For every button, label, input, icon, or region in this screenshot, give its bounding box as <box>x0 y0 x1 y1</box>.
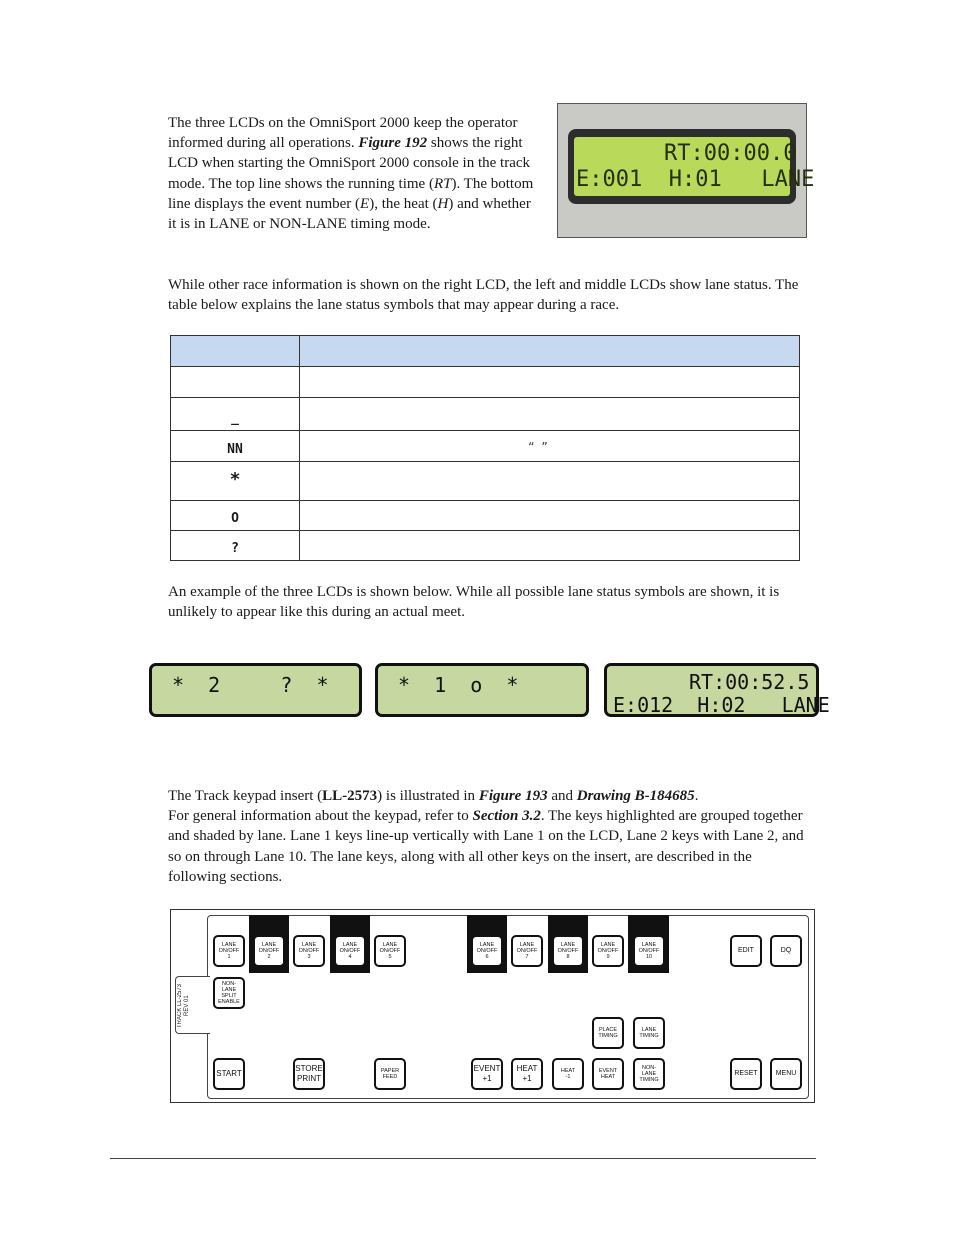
keypad-text: For general information about the keypad, refer to <box>168 808 473 825</box>
lane-10-key[interactable]: LANE ON/OFF 10 <box>633 935 665 967</box>
reset-key[interactable]: RESET <box>730 1058 762 1090</box>
header-cell <box>300 336 800 367</box>
desc-cell: “ ” <box>300 431 800 462</box>
right-lcd <box>604 663 830 717</box>
keypad-text: and <box>547 788 577 804</box>
example-paragraph: An example of the three LCDs is shown below. While all possible lane status symbols are shown, it is unlikely to appear like this during an actual meet. <box>168 584 780 621</box>
left-lcd <box>149 663 362 717</box>
lane-2-key[interactable]: LANE ON/OFF 2 <box>253 935 285 967</box>
symbol-cell: NN <box>171 431 300 462</box>
heat-minus-one-key[interactable]: HEAT -1 <box>552 1058 584 1090</box>
edit-key[interactable]: EDIT <box>730 935 762 967</box>
lcd-screen <box>574 137 815 196</box>
track-keypad-insert <box>170 909 815 1103</box>
symbol-cell: * <box>171 462 300 501</box>
status-paragraph: While other race information is shown on the right LCD, the left and middle LCDs show lane status. The table below explains the lane status symbols that may appear during a race. <box>168 277 799 314</box>
right-lcd-line-1: RT:00:52.5 <box>689 670 810 694</box>
keypad-paragraph <box>168 786 813 887</box>
right-lcd-line-2: E:012 H:02 LANE <box>613 693 830 717</box>
keypad-text: The Track keypad insert ( <box>168 788 323 804</box>
lcd-line-2: E:001 H:01 LANE <box>576 167 815 192</box>
lane-timing-key[interactable]: LANE TIMING <box>633 1017 665 1049</box>
dq-key[interactable]: DQ <box>770 935 802 967</box>
figure-193-ref: Figure 193 <box>478 788 548 804</box>
lcd-line-1: RT:00:00.0 <box>664 141 797 166</box>
lane-5-key[interactable]: LANE ON/OFF 5 <box>374 935 406 967</box>
event-heat-key[interactable]: EVENT HEAT <box>592 1058 624 1090</box>
table-row <box>171 367 800 398</box>
event-plus-one-key[interactable]: EVENT +1 <box>471 1058 503 1090</box>
table-row <box>171 531 800 561</box>
lane-4-key[interactable]: LANE ON/OFF 4 <box>334 935 366 967</box>
lane-3-key[interactable]: LANE ON/OFF 3 <box>293 935 325 967</box>
keypad-tab-label: TRACK LL-2573 REV 01 <box>177 983 190 1029</box>
lane-8-key[interactable]: LANE ON/OFF 8 <box>552 935 584 967</box>
menu-key[interactable]: MENU <box>770 1058 802 1090</box>
lcd-bezel <box>568 129 815 204</box>
lane-1-key[interactable]: LANE ON/OFF 1 <box>213 935 245 967</box>
middle-lcd-text: * 1 o * <box>398 673 519 697</box>
keypad-text: . The keys highlighted are grouped together and shaded by lane. Lane 1 keys line-up vertically with Lane 1 on the LCD, Lane 2 keys with Lane 2, and so on through Lane 10. The lane keys, along with all other keys on the insert, are described in the following sections. <box>168 808 804 885</box>
non-lane-split-enable-key[interactable]: NON-LANE SPLIT ENABLE <box>213 977 245 1009</box>
desc-cell <box>300 531 800 561</box>
non-lane-timing-key[interactable]: NON-LANE TIMING <box>633 1058 665 1090</box>
lane-9-key[interactable]: LANE ON/OFF 9 <box>592 935 624 967</box>
intro-text: The three LCDs on the OmniSport 2000 keep the operator informed during all operations. <box>168 115 518 152</box>
symbol-cell: ? <box>171 531 300 561</box>
intro-text: ) and whether it is in LANE or NON-LANE timing mode. <box>168 195 531 233</box>
lane-7-key[interactable]: LANE ON/OFF 7 <box>511 935 543 967</box>
section-ref: Section 3.2 <box>472 808 541 825</box>
left-lcd-text: * 2 ? * <box>172 673 329 697</box>
e-term: E <box>360 195 370 212</box>
middle-lcd <box>375 663 589 717</box>
lane-status-table <box>170 335 800 561</box>
start-key[interactable]: START <box>213 1058 245 1090</box>
store-print-key[interactable]: STORE PRINT <box>293 1058 325 1090</box>
intro-text: ), the heat ( <box>369 195 438 212</box>
lane-6-key[interactable]: LANE ON/OFF 6 <box>471 935 503 967</box>
right-lcd-photo <box>557 103 815 238</box>
figure-192-ref: Figure 192 <box>358 135 428 152</box>
desc-cell <box>300 462 800 501</box>
table-row <box>171 431 800 462</box>
paper-feed-key[interactable]: PAPER FEED <box>374 1058 406 1090</box>
table-row <box>171 501 800 531</box>
h-term: H <box>437 195 449 212</box>
symbol-cell: _ <box>171 398 300 431</box>
symbol-cell <box>171 367 300 398</box>
table-header-row <box>171 336 800 367</box>
intro-text: shows the right LCD when starting the OmniSport 2000 console in the track mode. The top line shows the running time ( <box>168 135 531 192</box>
part-number: LL-2573 <box>322 788 378 804</box>
symbol-cell: O <box>171 501 300 531</box>
place-timing-key[interactable]: PLACE TIMING <box>592 1017 624 1049</box>
desc-cell <box>300 501 800 531</box>
desc-cell <box>300 398 800 431</box>
table-row <box>171 398 800 431</box>
table-row <box>171 462 800 501</box>
rt-term: RT <box>433 175 452 192</box>
desc-cell <box>300 367 800 398</box>
footer-rule <box>110 1158 816 1159</box>
heat-plus-one-key[interactable]: HEAT +1 <box>511 1058 543 1090</box>
keypad-text: ) is illustrated in <box>377 788 479 804</box>
drawing-ref: Drawing B-184685 <box>576 788 695 804</box>
intro-text: ). The bottom line displays the event number ( <box>168 175 534 212</box>
header-cell <box>171 336 300 367</box>
keypad-text: . <box>694 788 699 804</box>
intro-paragraph <box>168 113 538 234</box>
